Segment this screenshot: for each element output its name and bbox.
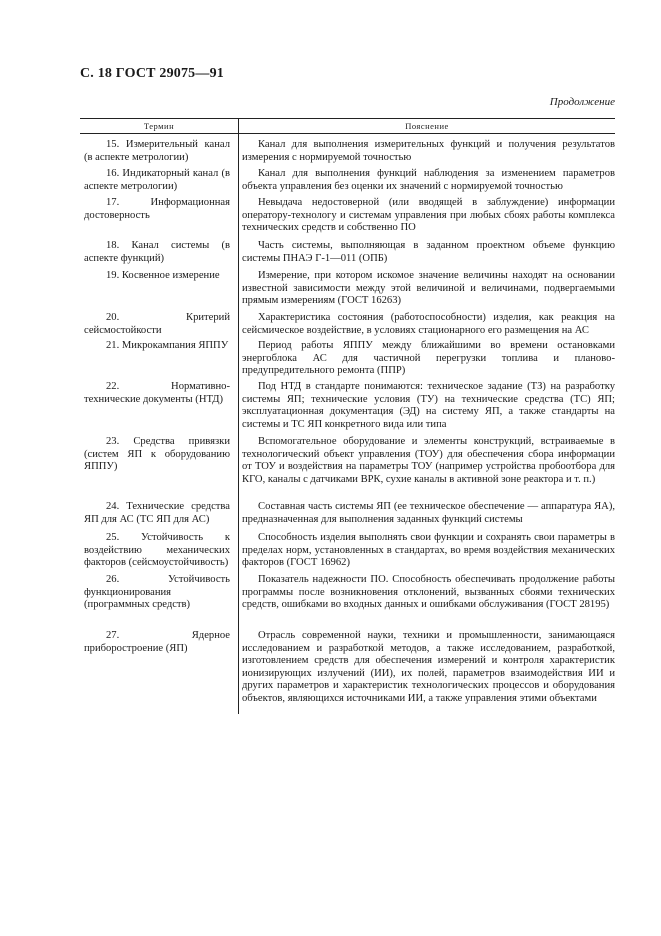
explanation-cell: Часть системы, выполняющая в заданном проектном объеме функцию системы ПНАЭ Г-1—011 (ОПБ) xyxy=(242,240,615,264)
table-row xyxy=(80,381,615,431)
table-row xyxy=(80,270,615,308)
term-cell: 24. Технические средства ЯП для АС (ТС ЯП для АС) xyxy=(84,501,230,525)
table-row xyxy=(80,240,615,265)
term-cell: 16. Индикаторный канал (в аспекте метрологии) xyxy=(84,168,230,192)
explanation-cell: Период работы ЯППУ между ближайшими во времени остановками энергоблока АС для частичной перегрузки топлива и планово-предупредительного ремонта (ППР) xyxy=(242,340,615,377)
term-cell: 23. Средства привязки (систем ЯП к оборудованию ЯППУ) xyxy=(84,436,230,473)
table-row xyxy=(80,197,615,235)
explanation-cell: Измерение, при котором искомое значение величины находят на основании известной зависимости между этой величиной и величинами, подвергаемыми прямым измерениям (ГОСТ 16263) xyxy=(242,270,615,307)
term-cell: 22. Нормативно-технические документы (НТД) xyxy=(84,381,230,405)
term-cell: 20. Критерий сейсмостойкости xyxy=(84,312,230,336)
explanation-cell: Способность изделия выполнять свои функции и сохранять свои параметры в пределах норм, установленных в стандартах, во время воздействия механических факторов (ГОСТ 16962) xyxy=(242,532,615,569)
table-row xyxy=(80,340,615,378)
term-cell: 26. Устойчивость функционирования (программных средств) xyxy=(84,574,230,611)
explanation-cell: Отрасль современной науки, техники и промышленности, занимающаяся исследованием и разработкой методов, а также исследованием, разработкой, изготовлением средств для обеспечения измерений и контроля характеристик ионизирующих излучений (ИИ), их полей, параметров взаимодействия ИИ и других параметров и характеристик технологических процессов и оборудования объектов, являющихся источниками ИИ, а также управления этими объектами xyxy=(242,630,615,704)
column-header-term: Термин xyxy=(143,121,175,131)
term-cell: 21. Микрокампания ЯППУ xyxy=(106,340,229,351)
explanation-cell: Невыдача недостоверной (или вводящей в заблуждение) информации оператору-технологу и системам управления при любых сбоях работы комплекса технических средств и собственно ПО xyxy=(242,197,615,234)
table-top-rule xyxy=(80,118,615,119)
column-header-explanation: Пояснение xyxy=(405,121,449,131)
explanation-cell: Канал для выполнения функций наблюдения за изменением параметров объекта управления без оценки их значений с нормируемой точностью xyxy=(242,168,615,192)
explanation-cell: Составная часть системы ЯП (ее техническое обеспечение — аппаратура ЯА), предназначенная для выполнения заданных функций системы xyxy=(242,501,615,525)
table-header-rule xyxy=(80,133,615,134)
term-cell: 15. Измерительный канал (в аспекте метрологии) xyxy=(84,139,230,163)
table-row xyxy=(80,532,615,570)
explanation-cell: Вспомогательное оборудование и элементы конструкций, встраиваемые в технологический объект управления (ТОУ) для обеспечения сбора информации от ТОУ и воздействия на параметры ТОУ (например устройства пробоотбора для КГО, каналы с датчиками ВРК, сухие каналы в активной зоне реактора и т. п.) xyxy=(242,436,615,485)
table-row xyxy=(80,139,615,164)
explanation-cell: Канал для выполнения измерительных функций и получения результатов измерения с нормируемой точностью xyxy=(242,139,615,163)
term-cell: 19. Косвенное измерение xyxy=(106,270,220,281)
explanation-cell: Под НТД в стандарте понимаются: техническое задание (ТЗ) на разработку системы ЯП; технические условия (ТУ) на технические средства (ТС) ЯП; эксплуатационная документация (ЭД) на систему ЯП, а также стандарты на системы и ТС ЯП конкретного вида или типа xyxy=(242,381,615,430)
page-header: С. 18 ГОСТ 29075—91 xyxy=(80,66,224,81)
term-cell: 27. Ядерное приборостроение (ЯП) xyxy=(84,630,230,654)
table-row xyxy=(80,168,615,193)
continuation-label: Продолжение xyxy=(549,96,615,108)
table-row xyxy=(80,312,615,337)
table-row xyxy=(80,436,615,486)
table-row xyxy=(80,630,615,706)
table-row xyxy=(80,574,615,612)
term-cell: 17. Информационная достоверность xyxy=(84,197,230,221)
term-cell: 25. Устойчивость к воздействию механических факторов (сейсмоустойчивость) xyxy=(84,532,230,569)
table-row xyxy=(80,501,615,526)
explanation-cell: Показатель надежности ПО. Способность обеспечивать продолжение работы программы после возникновения отклонений, вызванных сбоями технических средств, ошибками во входных данных и ошибками обслуживания (ГОСТ 28195) xyxy=(242,574,615,611)
explanation-cell: Характеристика состояния (работоспособности) изделия, как реакция на сейсмическое воздействие, в условиях стационарного его размещения на АС xyxy=(242,312,615,336)
term-cell: 18. Канал системы (в аспекте функций) xyxy=(84,240,230,264)
